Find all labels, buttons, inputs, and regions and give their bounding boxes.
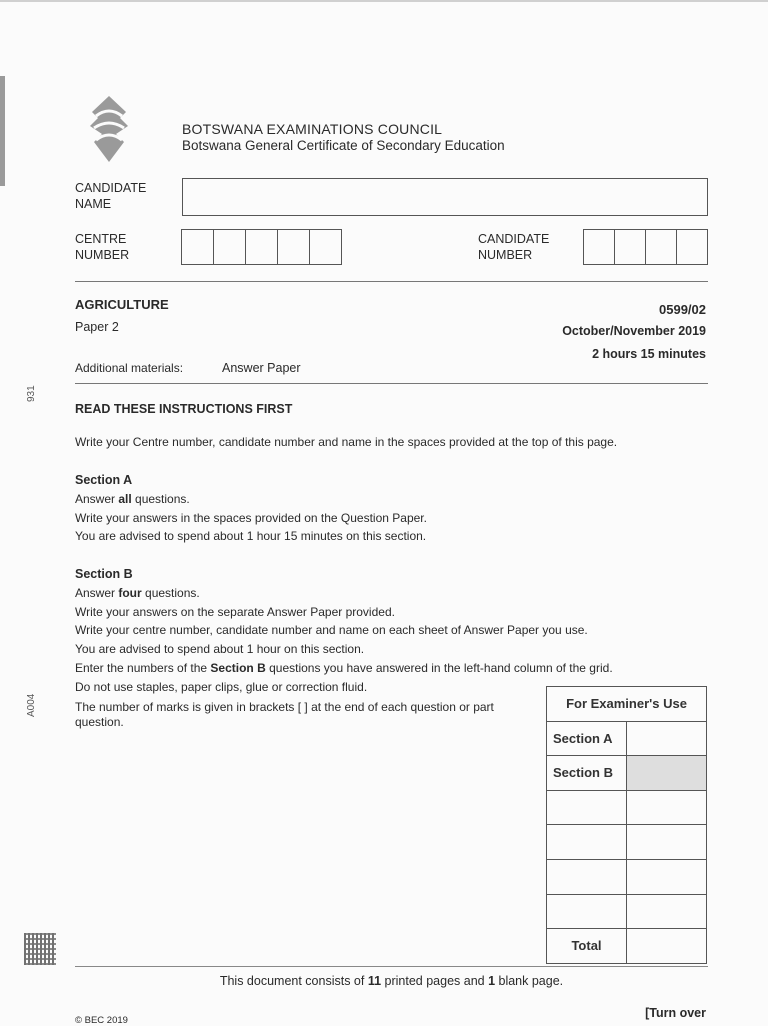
- total-row-label: Total: [547, 929, 627, 964]
- question-number-cell[interactable]: [547, 825, 627, 860]
- exam-council-name: BOTSWANA EXAMINATIONS COUNCIL: [182, 121, 443, 137]
- qualification-name: Botswana General Certificate of Secondary Education: [182, 138, 505, 153]
- page-top-edge: [0, 0, 768, 2]
- candidate-number-field[interactable]: [583, 229, 708, 265]
- candidate-number-digit-box[interactable]: [615, 229, 646, 265]
- section-a-mark-cell[interactable]: [627, 721, 707, 756]
- mark-cell[interactable]: [627, 859, 707, 894]
- paper-number: Paper 2: [75, 320, 119, 334]
- section-b-line: The number of marks is given in brackets [ ] at the end of each question or part question.: [75, 699, 494, 729]
- paper-code: 0599/02: [659, 302, 706, 317]
- centre-number-digit-box[interactable]: [214, 229, 246, 265]
- section-b-heading: Section B: [75, 567, 133, 581]
- additional-materials-label: Additional materials:: [75, 361, 184, 375]
- section-a-row-label: Section A: [547, 721, 627, 756]
- total-mark-cell[interactable]: [627, 929, 707, 964]
- centre-number-digit-box[interactable]: [181, 229, 214, 265]
- bec-logo-icon: [86, 94, 132, 164]
- candidate-number-digit-box[interactable]: [583, 229, 615, 265]
- general-instruction: Write your Centre number, candidate number and name in the spaces provided at the top of this page.: [75, 435, 618, 449]
- section-b-line: Write your centre number, candidate number and name on each sheet of Answer Paper you use.: [75, 623, 588, 638]
- section-b-line: Do not use staples, paper clips, glue or correction fluid.: [75, 679, 368, 694]
- section-a-line: Write your answers in the spaces provided on the Question Paper.: [75, 510, 427, 525]
- examiner-use-table: [546, 686, 707, 964]
- section-b-line: Write your answers on the separate Answer Paper provided.: [75, 604, 395, 619]
- divider: [75, 281, 708, 282]
- centre-number-digit-box[interactable]: [310, 229, 342, 265]
- subject-title: AGRICULTURE: [75, 297, 169, 312]
- section-b-line: Enter the numbers of the Section B questions you have answered in the left-hand column of the grid.: [75, 660, 613, 675]
- question-number-cell[interactable]: [547, 790, 627, 825]
- centre-number-field[interactable]: [181, 229, 342, 265]
- exam-session: October/November 2019: [562, 324, 706, 338]
- footer-divider: [75, 966, 708, 967]
- mark-cell[interactable]: [627, 790, 707, 825]
- section-a-heading: Section A: [75, 473, 133, 487]
- section-a-instructions: [75, 471, 675, 546]
- additional-materials-value: Answer Paper: [222, 361, 301, 375]
- question-number-cell[interactable]: [547, 894, 627, 929]
- centre-number-digit-box[interactable]: [278, 229, 310, 265]
- section-a-line: You are advised to spend about 1 hour 15 minutes on this section.: [75, 529, 427, 544]
- barcode-icon: [24, 933, 56, 965]
- candidate-name-label: CANDIDATE NAME: [75, 181, 147, 211]
- section-a-line: Answer all questions.: [75, 491, 190, 506]
- candidate-number-digit-box[interactable]: [677, 229, 708, 265]
- candidate-number-label: CANDIDATE NUMBER: [478, 232, 550, 262]
- section-b-line: You are advised to spend about 1 hour on this section.: [75, 642, 365, 657]
- copyright: © BEC 2019: [75, 1015, 128, 1026]
- examiner-table-title: For Examiner's Use: [547, 687, 707, 722]
- question-number-cell[interactable]: [547, 859, 627, 894]
- candidate-number-digit-box[interactable]: [646, 229, 677, 265]
- divider: [75, 383, 708, 384]
- centre-number-label: CENTRE NUMBER: [75, 232, 130, 262]
- section-b-row-label: Section B: [547, 756, 627, 791]
- exam-duration: 2 hours 15 minutes: [592, 347, 706, 361]
- side-code: A004: [26, 693, 37, 717]
- centre-number-digit-box[interactable]: [246, 229, 278, 265]
- candidate-name-field[interactable]: [182, 178, 708, 216]
- section-b-line: Answer four questions.: [75, 585, 200, 600]
- page-count-note: This document consists of 11 printed pages and 1 blank page.: [219, 974, 564, 988]
- section-b-mark-cell: [627, 756, 707, 791]
- mark-cell[interactable]: [627, 894, 707, 929]
- side-code: 931: [26, 385, 37, 402]
- scan-edge-mark: [0, 76, 5, 186]
- turn-over-note: [Turn over: [645, 1006, 706, 1020]
- mark-cell[interactable]: [627, 825, 707, 860]
- instructions-heading: READ THESE INSTRUCTIONS FIRST: [75, 402, 293, 416]
